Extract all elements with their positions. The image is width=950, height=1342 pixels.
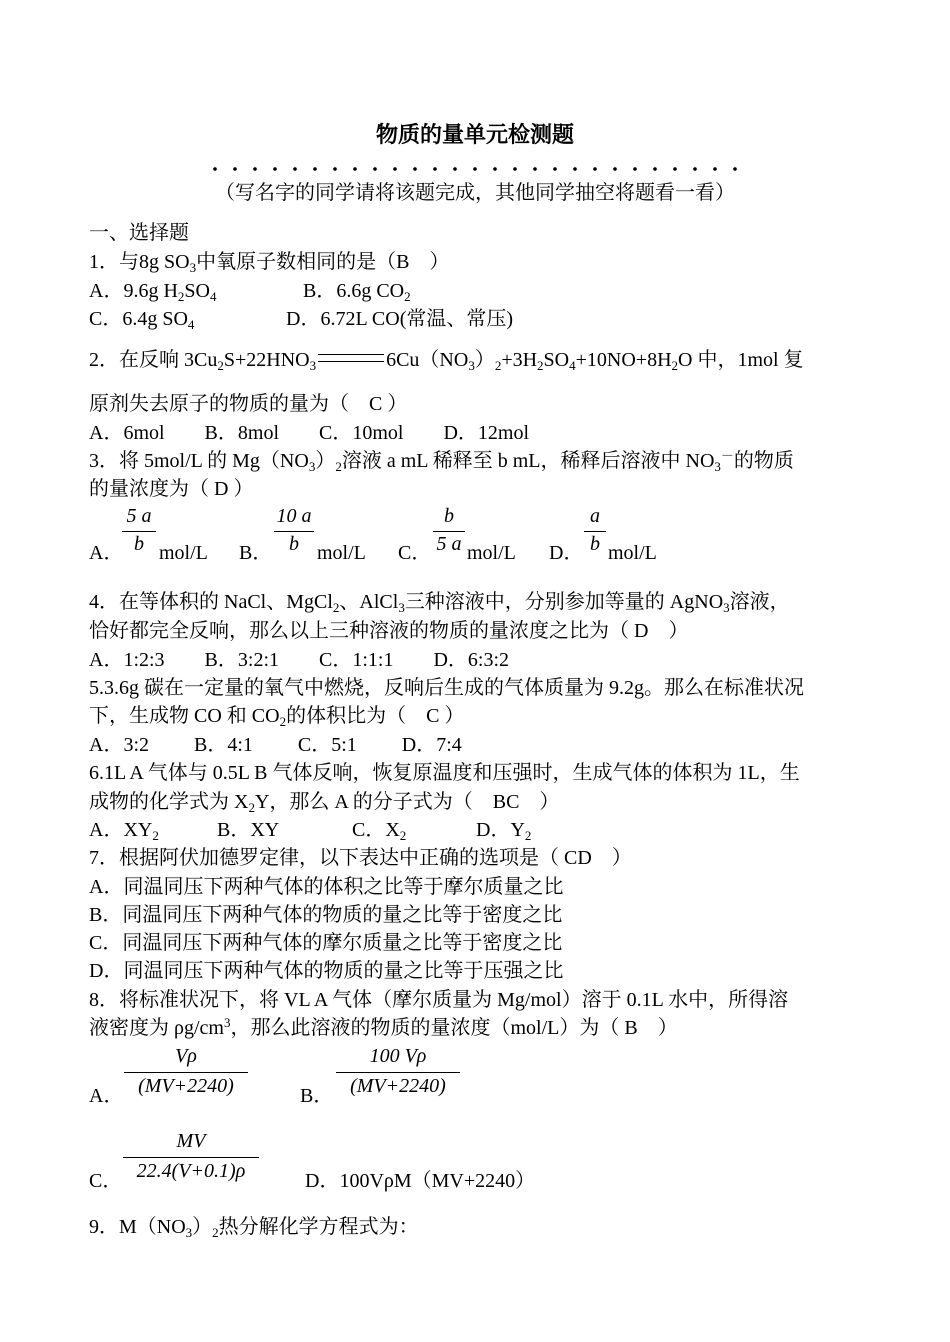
unit-label: mol/L <box>317 542 366 564</box>
question-3-option-d-label: D． <box>549 542 584 564</box>
question-3-stem-line1: 3．将 5mol/L 的 $Mg(NO_3)_2$溶液 a mL 稀释至 b mL，稀释后溶液中 $NO_3^-$的物质 <box>89 448 794 474</box>
question-8-option-b-label: B． <box>300 1085 334 1107</box>
question-2-stem-line1: 2．在反响 $3Cu_2S+22HNO_3$ $6Cu(NO_3)_2+3H_2SO_4+10NO+8H_2O$ 中，1mol 复 <box>89 349 804 373</box>
question-1-option-d: D．6.72L CO(常温、常压) <box>286 308 514 330</box>
question-8-option-a-label: A． <box>89 1085 124 1107</box>
question-8-stem-line1: 8．将标准状况下，将 VL A 气体（摩尔质量为 Mg/mol）溶于 0.1L 水中，所得溶 <box>89 989 789 1011</box>
question-8-stem-line2: 液密度为 $\rho g/cm^3$，那么此溶液的物质的量浓度（mol/L）为（ B ） <box>89 1015 678 1039</box>
fraction-a-over-b: a b <box>584 505 606 555</box>
question-5-stem-line1: 5.3.6g 碳在一定量的氧气中燃烧，反响后生成的气体质量为 9.2g。那么在标准状况 <box>89 677 804 699</box>
question-7-option-c: C．同温同压下两种气体的摩尔质量之比等于密度之比 <box>89 932 563 954</box>
question-6-option-b: B．XY <box>217 819 280 841</box>
unit-label: mol/L <box>159 542 208 564</box>
fraction-vrho-over-mv-plus-2240: Vρ (MV+2240) <box>124 1045 248 1101</box>
question-6-stem-line1: 6.1L A 气体与 0.5L B 气体反响，恢复原温度和压强时，生成气体的体积为 1L，生 <box>89 762 800 784</box>
fraction-10a-over-b: 10 a b <box>274 505 314 555</box>
question-8-option-c-label: C． <box>89 1170 123 1192</box>
question-7-option-b: B．同温同压下两种气体的物质的量之比等于密度之比 <box>89 904 563 926</box>
question-4-options: A．1:2:3 B．3:2:1 C．1:1:1 D．6:3:2 <box>89 649 510 671</box>
question-2-stem-line2: 原剂失去原子的物质的量为（ C ） <box>89 393 408 415</box>
question-4-stem-line1: 4．在等体积的 NaCl、MgCl$_2$、AlCl$_3$三种溶液中，分别参加等量的 AgNO$_3$溶液， <box>89 591 790 615</box>
instruction-note: （写名字的同学请将该题完成，其他同学抽空将题看一看） <box>215 182 735 204</box>
question-4-stem-line2: 恰好都完全反响，那么以上三种溶液的物质的量浓度之比为（ D ） <box>89 620 689 642</box>
question-8-option-d: D．100VρM（MV+2240） <box>305 1170 536 1192</box>
question-3-stem-line2: 的量浓度为（ D ） <box>89 478 254 500</box>
question-5-options: A．3:2 B．4:1 C．5:1 D．7:4 <box>89 734 462 756</box>
unit-label: mol/L <box>467 542 516 564</box>
unit-label: mol/L <box>608 542 657 564</box>
fraction-100vrho-over-mv-plus-2240: 100 Vρ (MV+2240) <box>336 1045 460 1101</box>
question-1-options-ab <box>89 279 216 303</box>
question-6-option-a: A．$XY_2$ <box>89 819 159 843</box>
question-7-stem: 7．根据阿伏加德罗定律，以下表达中正确的选项是（ CD ） <box>89 847 632 869</box>
question-3-option-a-label: A． <box>89 542 124 564</box>
question-2-options: A．6mol B．8mol C．10mol D．12mol <box>89 422 530 444</box>
question-3-option-c-label: C． <box>398 542 432 564</box>
section-heading: 一、选择题 <box>89 222 189 244</box>
fraction-mv-over-22-4-v-plus-0-1-rho: MV 22.4(V+0.1)ρ <box>123 1130 259 1186</box>
question-3-option-b-label: B． <box>239 542 273 564</box>
question-6-stem-line2: 成物的化学式为 $X_2Y$，那么 A 的分子式为（ BC ） <box>89 791 560 815</box>
question-1-stem: 1．与8g $SO_3$中氧原子数相同的是（B ） <box>89 251 450 275</box>
question-9-stem: 9．$M(NO_3)_2$热分解化学方程式为： <box>89 1216 419 1240</box>
question-7-option-a: A．同温同压下两种气体的体积之比等于摩尔质量之比 <box>89 876 564 898</box>
fraction-5a-over-b: 5 a b <box>122 505 156 555</box>
option-a: A．9.6g $H_2SO_4$ <box>89 280 217 304</box>
question-1-option-b: B．6.6g $CO_2$ <box>303 280 411 304</box>
question-6-option-c: C．$X_2$ <box>352 819 407 843</box>
emphasis-dots <box>205 162 745 176</box>
question-6-option-d: D．$Y_2$ <box>476 819 532 843</box>
fraction-b-over-5a: b 5 a <box>433 505 465 555</box>
page-title: 物质的量单元检测题 <box>375 123 574 148</box>
question-7-option-d: D．同温同压下两种气体的物质的量之比等于压强之比 <box>89 960 564 982</box>
question-5-stem-line2: 下，生成物 CO 和 $CO_2$的体积比为（ C ） <box>89 705 465 729</box>
reaction-equals-sign <box>318 354 384 362</box>
question-1-option-c: C．6.4g $SO_4$ <box>89 308 195 332</box>
